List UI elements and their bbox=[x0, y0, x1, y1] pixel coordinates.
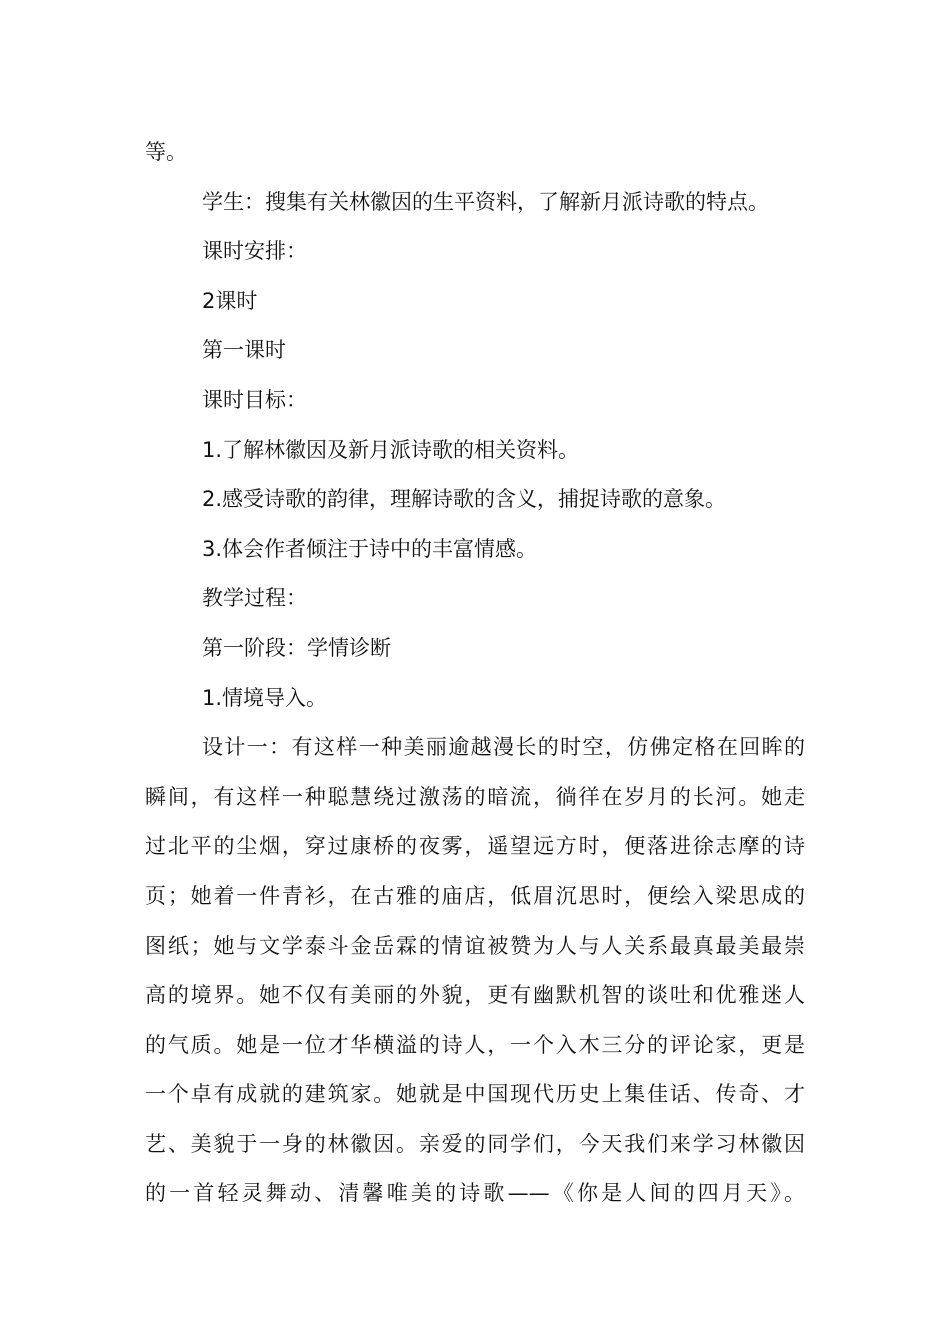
text-line-stage-1: 第一阶段：学情诊断 bbox=[202, 635, 391, 660]
text-line-schedule-value: 2课时 bbox=[202, 288, 258, 313]
document-body bbox=[145, 128, 805, 1219]
text-line-first-lesson: 第一课时 bbox=[202, 338, 286, 363]
text-line-paragraph: 高的境界。她不仅有美丽的外貌，更有幽默机智的谈吐和优雅迷人 bbox=[145, 983, 805, 1008]
text-line-student-prep: 学生：搜集有关林徽因的生平资料，了解新月派诗歌的特点。 bbox=[202, 189, 769, 214]
text-line-paragraph: 页；她着一件青衫，在古雅的庙店，低眉沉思时，便绘入梁思成的 bbox=[145, 883, 805, 908]
text-line-schedule-heading: 课时安排： bbox=[202, 239, 307, 264]
text-line-intro: 1.情境导入。 bbox=[202, 685, 328, 710]
text-line-goal-3: 3.体会作者倾注于诗中的丰富情感。 bbox=[202, 536, 538, 561]
text-line-goals-heading: 课时目标： bbox=[202, 387, 307, 412]
text-line-continuation: 等。 bbox=[145, 140, 187, 164]
text-line-paragraph: 图纸；她与文学泰斗金岳霖的情谊被赞为人与人关系最真最美最崇 bbox=[145, 933, 805, 958]
text-line-paragraph: 艺、美貌于一身的林徽因。亲爱的同学们，今天我们来学习林徽因 bbox=[145, 1131, 805, 1156]
text-line-paragraph: 瞬间，有这样一种聪慧绕过激荡的暗流，徜徉在岁月的长河。她走 bbox=[145, 784, 805, 809]
text-line-design-1: 设计一：有这样一种美丽逾越漫长的时空，仿佛定格在回眸的 bbox=[202, 735, 805, 760]
text-line-paragraph: 一个卓有成就的建筑家。她就是中国现代历史上集佳话、传奇、才 bbox=[145, 1082, 805, 1107]
text-line-paragraph: 的气质。她是一位才华横溢的诗人，一个入木三分的评论家，更是 bbox=[145, 1032, 805, 1057]
text-line-goal-2: 2.感受诗歌的韵律，理解诗歌的含义，捕捉诗歌的意象。 bbox=[202, 487, 727, 512]
text-line-goal-1: 1.了解林徽因及新月派诗歌的相关资料。 bbox=[202, 437, 580, 462]
text-line-process-heading: 教学过程： bbox=[202, 586, 307, 611]
text-line-paragraph: 过北平的尘烟，穿过康桥的夜雾，遥望远方时，便落进徐志摩的诗 bbox=[145, 834, 805, 859]
text-line-paragraph-end: 的一首轻灵舞动、清馨唯美的诗歌——《你是人间的四月天》。 bbox=[145, 1181, 805, 1206]
